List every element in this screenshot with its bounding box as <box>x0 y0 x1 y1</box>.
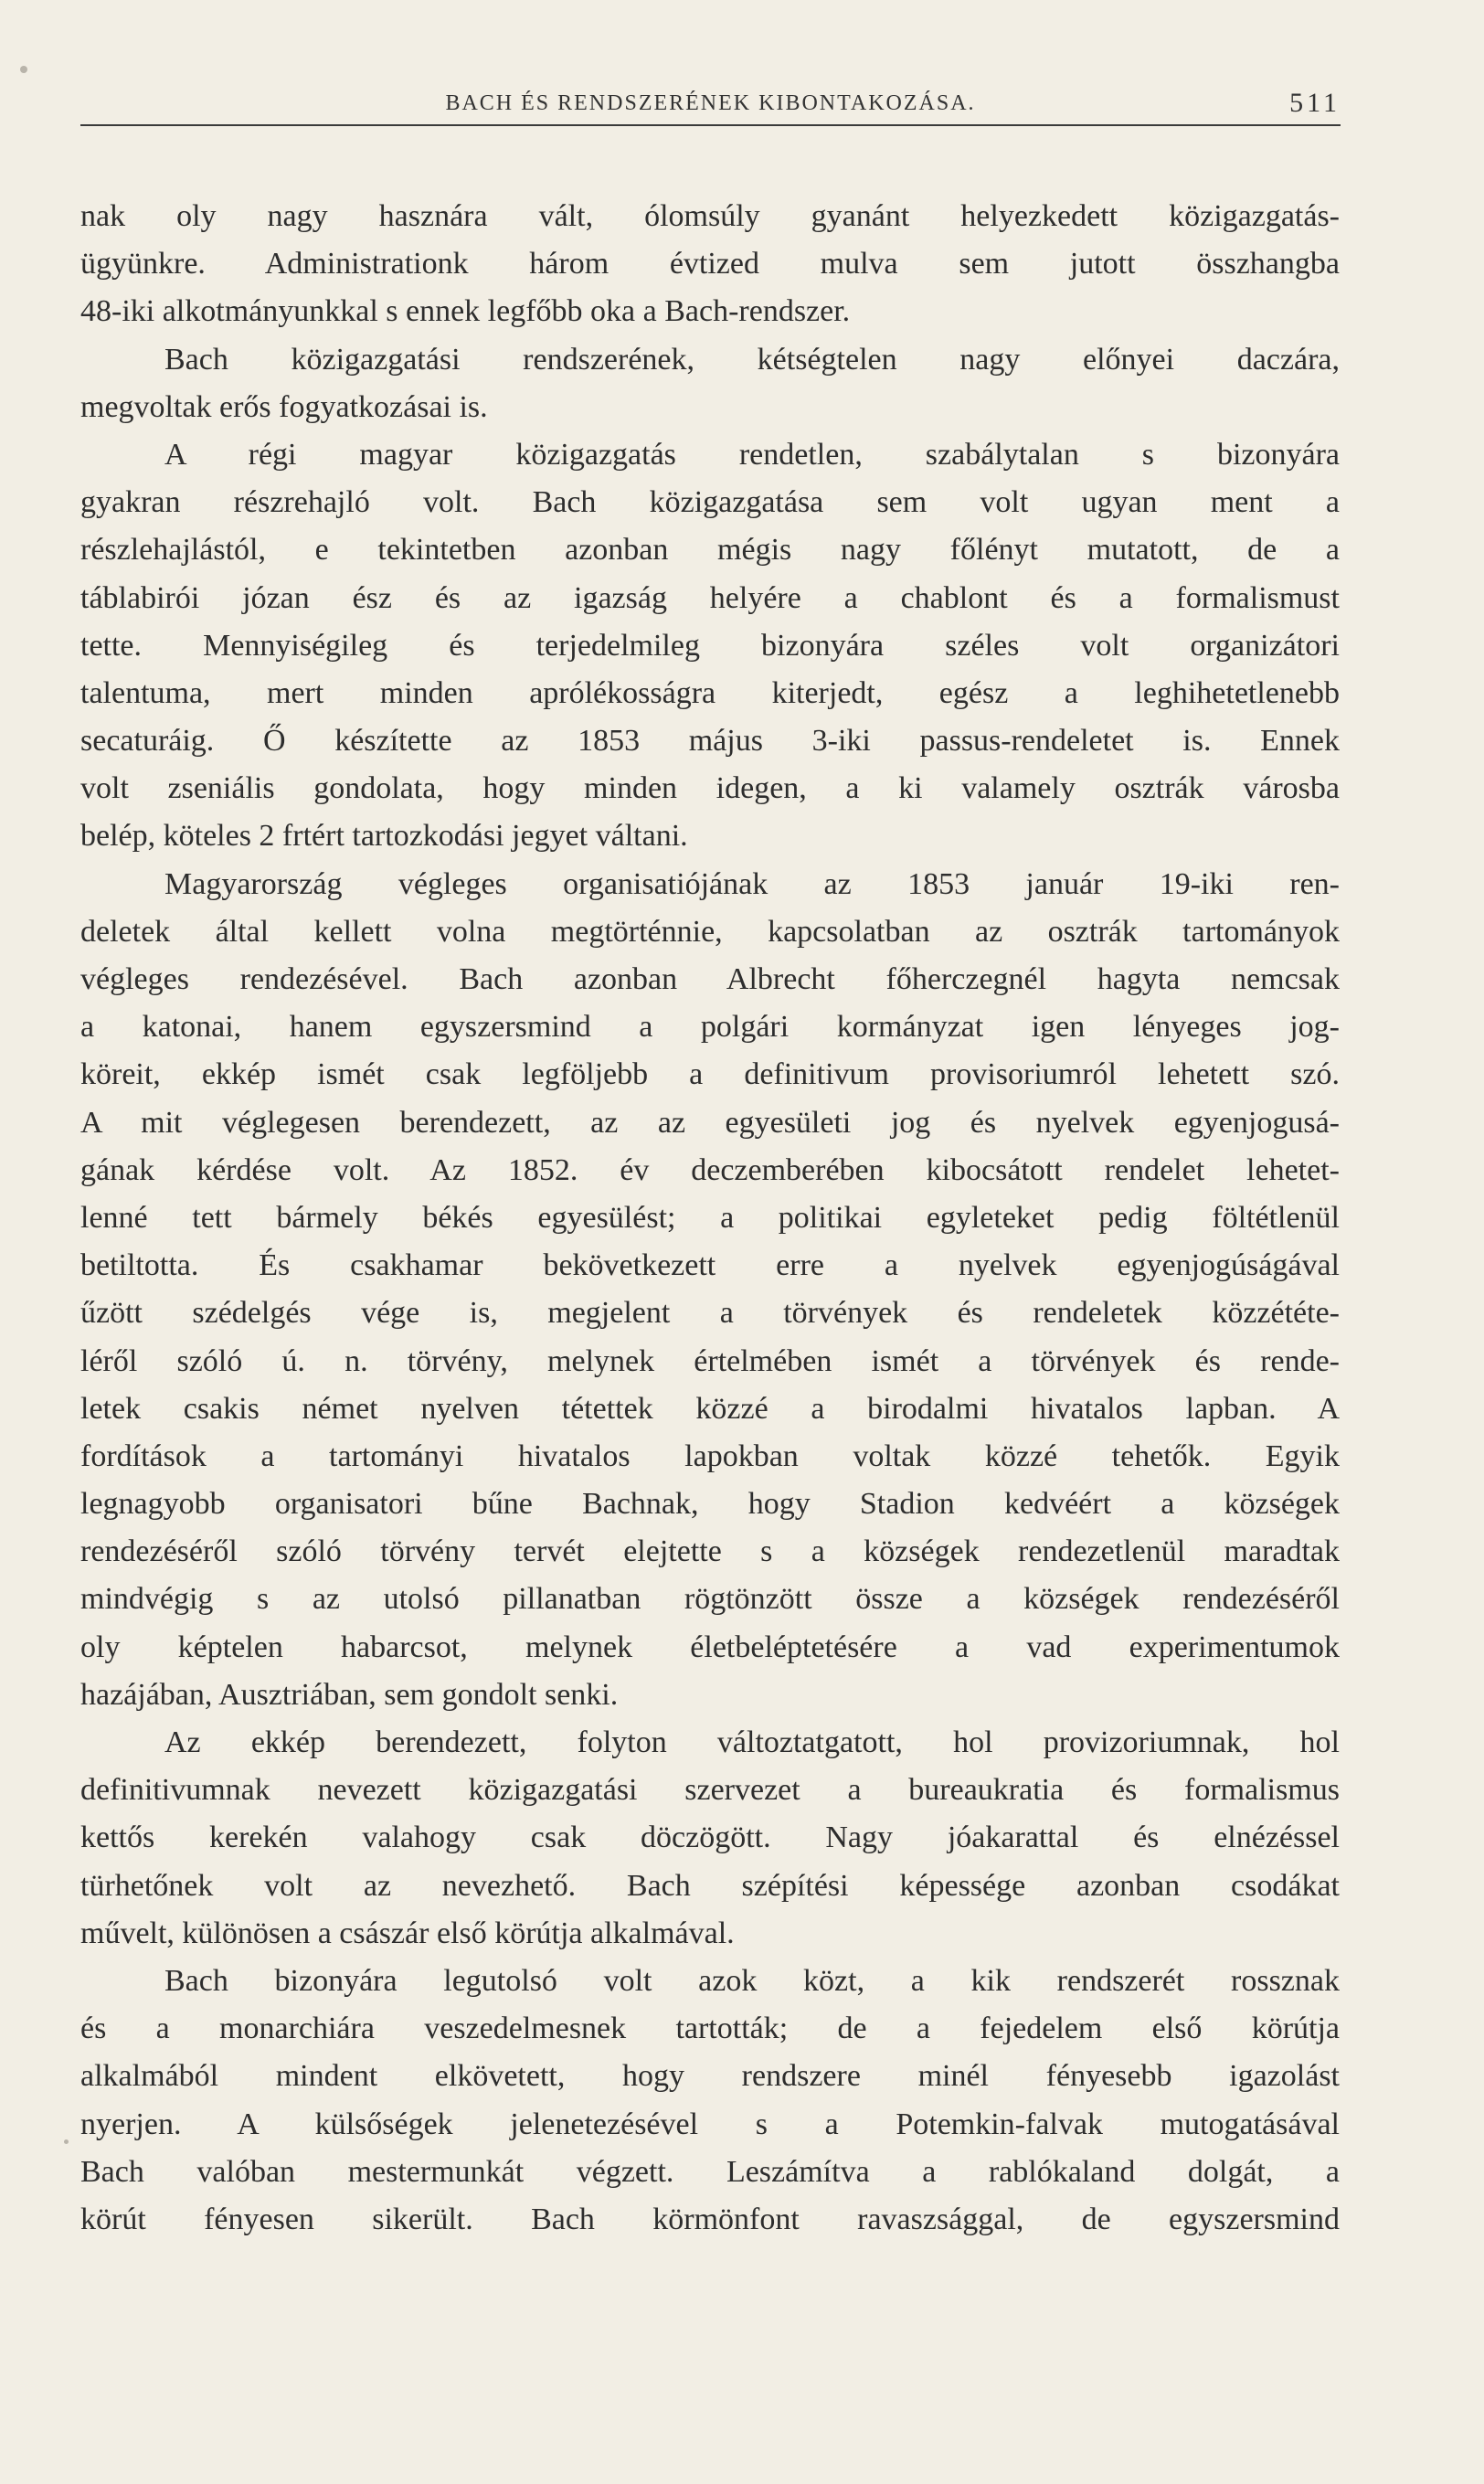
text-line: betiltotta. És csakhamar bekövetkezett erre a nyelvek egyenjogúságával <box>80 1248 1340 1283</box>
text-line: köreit, ekkép ismét csak legföljebb a definitivum provisoriumról lehetett szó. <box>80 1057 1340 1092</box>
text-line: definitivumnak nevezett közigazgatási szervezet a bureaukratia és formalismus <box>80 1773 1340 1808</box>
text-line: A régi magyar közigazgatás rendetlen, szabálytalan s bizonyára <box>164 437 1340 472</box>
text-line: gyakran részrehajló volt. Bach közigazgatása sem volt ugyan ment a <box>80 485 1340 520</box>
text-line: Bach bizonyára legutolsó volt azok közt, a kik rendszerét rossznak <box>164 1963 1340 1998</box>
text-line: letek csakis német nyelven tétettek közzé a birodalmi hivatalos lapban. A <box>80 1391 1340 1426</box>
text-line: legnagyobb organisatori bűne Bachnak, hogy Stadion kedvéért a községek <box>80 1487 1340 1522</box>
text-line: deletek által kellett volna megtörténnie, kapcsolatban az osztrák tartományok <box>80 914 1340 949</box>
text-line: és a monarchiára veszedelmesnek tartották; de a fejedelem első körútja <box>80 2012 1340 2046</box>
text-line: körút fényesen sikerült. Bach körmönfont ravaszsággal, de egyszersmind <box>80 2202 1340 2236</box>
text-line: belép, köteles 2 frtért tartozkodási jegyet váltani. <box>80 819 688 854</box>
page-number: 511 <box>1289 88 1341 118</box>
text-line: talentuma, mert minden aprólékosságra kiterjedt, egész a leghihetetlenebb <box>80 675 1340 710</box>
text-line: oly képtelen habarcsot, melynek életbeléptetésére a vad experimentumok <box>80 1629 1340 1664</box>
text-line: hazájában, Ausztriában, sem gondolt senki. <box>80 1677 619 1712</box>
paper-speck <box>64 2139 69 2144</box>
text-line: nak oly nagy hasznára vált, ólomsúly gyanánt helyezkedett közigazgatás- <box>80 199 1340 233</box>
text-line: táblabirói józan ész és az igazság helyére a chablont és a formalismust <box>80 580 1340 615</box>
running-title: BACH ÉS RENDSZERÉNEK KIBONTAKOZÁSA. <box>445 91 976 115</box>
text-line: megvoltak erős fogyatkozásai is. <box>80 389 488 424</box>
text-line: Az ekkép berendezett, folyton változtatgatott, hol provizoriumnak, hol <box>164 1725 1340 1759</box>
text-line: A mit véglegesen berendezett, az az egyesületi jog és nyelvek egyenjogusá- <box>80 1105 1340 1140</box>
text-line: kettős kerekén valahogy csak döczögött. Nagy jóakarattal és elnézéssel <box>80 1821 1340 1855</box>
text-line: lenné tett bármely békés egyesülést; a politikai egyleteket pedig föltétlenül <box>80 1200 1340 1235</box>
text-line: részlehajlástól, e tekintetben azonban mégis nagy főlényt mutatott, de a <box>80 533 1340 568</box>
text-line: léről szóló ú. n. törvény, melynek értelmében ismét a törvények és rende- <box>80 1343 1340 1378</box>
text-line: végleges rendezésével. Bach azonban Albrecht főherczegnél hagyta nemcsak <box>80 962 1340 996</box>
text-line: ügyünkre. Administrationk három évtized mulva sem jutott összhangba <box>80 247 1340 281</box>
text-line: secaturáig. Ő készítette az 1853 május 3-iki passus-rendeletet is. Ennek <box>80 724 1340 759</box>
text-line: volt zseniális gondolata, hogy minden idegen, a ki valamely osztrák városba <box>80 771 1340 806</box>
text-line: nyerjen. A külsőségek jelenetezésével s a Potemkin-falvak mutogatásával <box>80 2107 1340 2141</box>
text-line: Bach valóban mestermunkát végzett. Leszámítva a rablókaland dolgát, a <box>80 2154 1340 2189</box>
text-line: fordítások a tartományi hivatalos lapokban voltak közzé tehetők. Egyik <box>80 1438 1340 1473</box>
text-line: tette. Mennyiségileg és terjedelmileg bizonyára széles volt organizátori <box>80 628 1340 663</box>
text-line: Magyarország végleges organisatiójának az 1853 január 19-iki ren- <box>164 866 1340 901</box>
text-line: 48-iki alkotmányunkkal s ennek legfőbb oka a Bach-rendszer. <box>80 294 851 329</box>
text-line: mindvégig s az utolsó pillanatban rögtönzött össze a községek rendezéséről <box>80 1582 1340 1617</box>
text-line: művelt, különösen a császár első körútja alkalmával. <box>80 1916 735 1950</box>
text-line: alkalmából mindent elkövetett, hogy rendszere minél fényesebb igazolást <box>80 2059 1340 2094</box>
page-header <box>80 88 1341 126</box>
paper-speck <box>20 66 27 73</box>
text-line: rendezéséről szóló törvény tervét elejtette s a községek rendezetlenül maradtak <box>80 1534 1340 1569</box>
text-line: türhetőnek volt az nevezhető. Bach szépítési képessége azonban csodákat <box>80 1868 1340 1903</box>
text-line: űzött szédelgés vége is, megjelent a törvények és rendeletek közzététe- <box>80 1296 1340 1331</box>
text-line: a katonai, hanem egyszersmind a polgári kormányzat igen lényeges jog- <box>80 1010 1340 1045</box>
text-line: gának kérdése volt. Az 1852. év deczemberében kibocsátott rendelet lehetet- <box>80 1152 1340 1187</box>
text-line: Bach közigazgatási rendszerének, kétségtelen nagy előnyei daczára, <box>164 342 1340 377</box>
body-text <box>80 193 1340 2244</box>
